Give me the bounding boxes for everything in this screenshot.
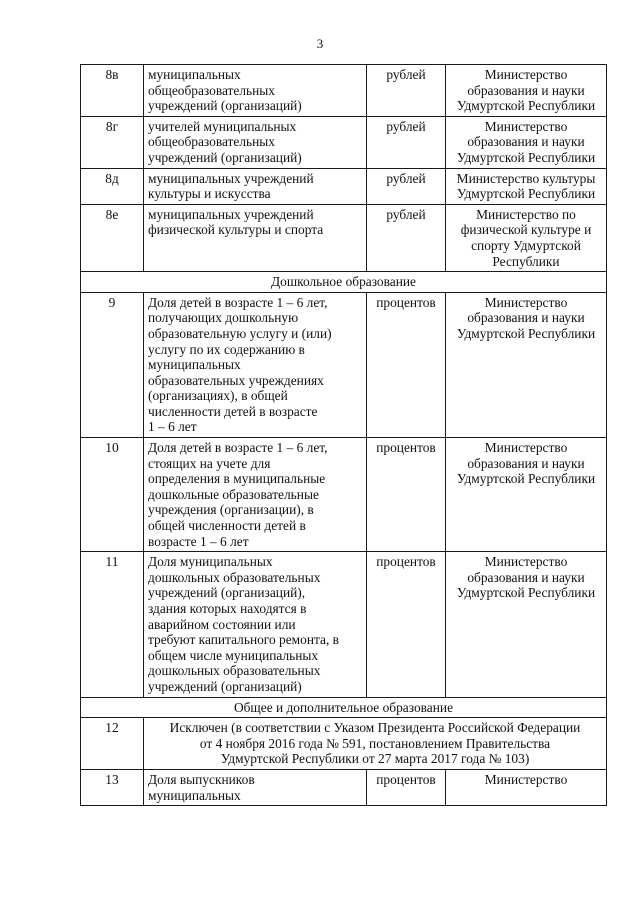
row-number: 9 <box>81 292 144 437</box>
section-header-row <box>81 272 607 293</box>
indicator-description: Доля детей в возрасте 1 – 6 лет, получающих дошкольную образовательную услугу и (или) услугу по их содержанию в муниципальных образовательных учреждениях (организациях), в общей численности детей в возрасте 1 – 6 лет <box>144 292 367 437</box>
responsible-ministry: Министерство культуры Удмуртской Республики <box>446 168 607 204</box>
unit-of-measure: процентов <box>367 438 446 552</box>
indicator-description: муниципальных учреждений культуры и искусства <box>144 168 367 204</box>
responsible-ministry: Министерство образования и науки Удмуртской Республики <box>446 65 607 117</box>
row-number: 10 <box>81 438 144 552</box>
table-row <box>81 552 607 697</box>
table-row <box>81 116 607 168</box>
unit-of-measure: рублей <box>367 204 446 271</box>
row-number: 13 <box>81 769 144 805</box>
section-title: Общее и дополнительное образование <box>81 697 607 718</box>
row-number: 8г <box>81 116 144 168</box>
excluded-note: Исключен (в соответствии с Указом Президента Российской Федерации от 4 ноября 2016 года № 591, постановлением Правительства Удмуртской Республики от 27 марта 2017 года № 103) <box>144 718 607 770</box>
row-number: 8е <box>81 204 144 271</box>
table-row <box>81 769 607 805</box>
unit-of-measure: рублей <box>367 168 446 204</box>
indicator-description: муниципальных учреждений физической культуры и спорта <box>144 204 367 271</box>
indicator-description: Доля выпускников муниципальных <box>144 769 367 805</box>
responsible-ministry: Министерство <box>446 769 607 805</box>
table-row <box>81 168 607 204</box>
responsible-ministry: Министерство образования и науки Удмуртской Республики <box>446 116 607 168</box>
table-row <box>81 65 607 117</box>
section-header-row <box>81 697 607 718</box>
responsible-ministry: Министерство образования и науки Удмуртской Республики <box>446 438 607 552</box>
unit-of-measure: процентов <box>367 769 446 805</box>
responsible-ministry: Министерство образования и науки Удмуртской Республики <box>446 292 607 437</box>
row-number: 8д <box>81 168 144 204</box>
unit-of-measure: процентов <box>367 292 446 437</box>
table-row <box>81 292 607 437</box>
unit-of-measure: рублей <box>367 65 446 117</box>
indicator-description: Доля муниципальных дошкольных образовательных учреждений (организаций), здания которых находятся в аварийном состоянии или требуют капитального ремонта, в общем числе муниципальных дошкольных образовательных учреждений (организаций) <box>144 552 367 697</box>
row-number: 11 <box>81 552 144 697</box>
table-row <box>81 438 607 552</box>
section-title: Дошкольное образование <box>81 272 607 293</box>
indicator-description: муниципальных общеобразовательных учреждений (организаций) <box>144 65 367 117</box>
table-row <box>81 718 607 770</box>
indicator-description: Доля детей в возрасте 1 – 6 лет, стоящих на учете для определения в муниципальные дошкольные образовательные учреждения (организации), в общей численности детей в возрасте 1 – 6 лет <box>144 438 367 552</box>
row-number: 8в <box>81 65 144 117</box>
indicators-table <box>80 64 607 806</box>
unit-of-measure: рублей <box>367 116 446 168</box>
row-number: 12 <box>81 718 144 770</box>
responsible-ministry: Министерство по физической культуре и спорту Удмуртской Республики <box>446 204 607 271</box>
responsible-ministry: Министерство образования и науки Удмуртской Республики <box>446 552 607 697</box>
page-number: 3 <box>316 36 324 51</box>
indicator-description: учителей муниципальных общеобразовательных учреждений (организаций) <box>144 116 367 168</box>
table-row <box>81 204 607 271</box>
unit-of-measure: процентов <box>367 552 446 697</box>
